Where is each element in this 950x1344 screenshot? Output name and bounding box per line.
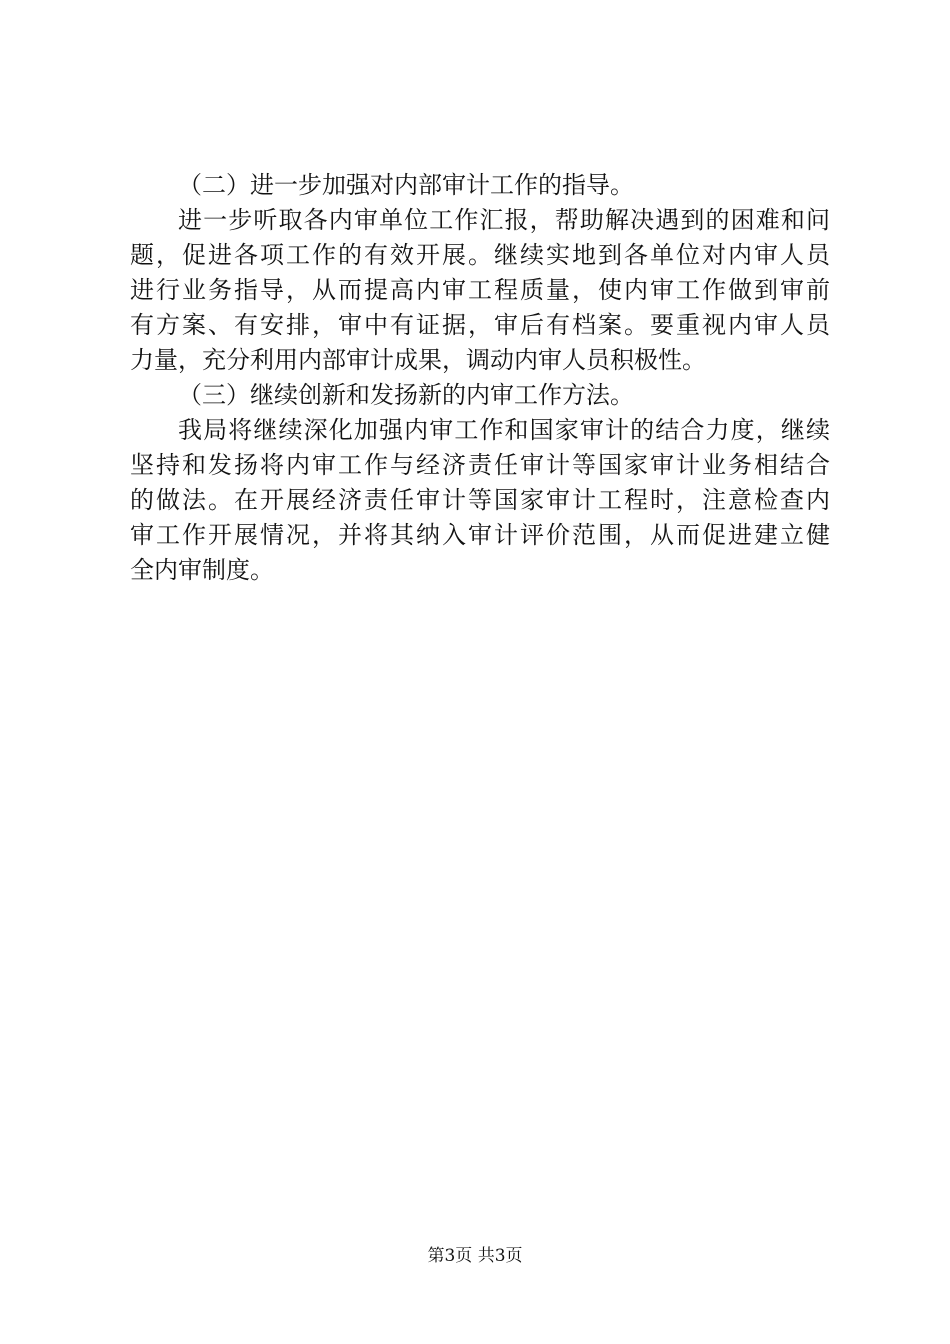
paragraph-line: 审工作开展情况，并将其纳入审计评价范围，从而促进建立健 <box>130 521 830 549</box>
paragraph-line: 坚持和发扬将内审工作与经济责任审计等国家审计业务相结合 <box>130 451 830 479</box>
section-heading-2: （二）进一步加强对内部审计工作的指导。 <box>178 171 634 199</box>
document-body <box>130 168 830 588</box>
paragraph-line: 题，促进各项工作的有效开展。继续实地到各单位对内审人员 <box>130 241 830 269</box>
paragraph-line: 进行业务指导，从而提高内审工程质量，使内审工作做到审前 <box>130 276 830 304</box>
paragraph-line: 全内审制度。 <box>130 556 274 584</box>
page-number-footer: 第3页 共3页 <box>427 1246 523 1266</box>
paragraph-line: 力量，充分利用内部审计成果，调动内审人员积极性。 <box>130 346 706 374</box>
paragraph-line: 有方案、有安排，审中有证据，审后有档案。要重视内审人员 <box>130 311 830 339</box>
paragraph-line: 的做法。在开展经济责任审计等国家审计工程时，注意检查内 <box>130 486 830 514</box>
section-heading-3: （三）继续创新和发扬新的内审工作方法。 <box>178 381 634 409</box>
paragraph-line: 我局将继续深化加强内审工作和国家审计的结合力度，继续 <box>178 416 830 444</box>
paragraph-line: 进一步听取各内审单位工作汇报，帮助解决遇到的困难和问 <box>178 206 830 234</box>
